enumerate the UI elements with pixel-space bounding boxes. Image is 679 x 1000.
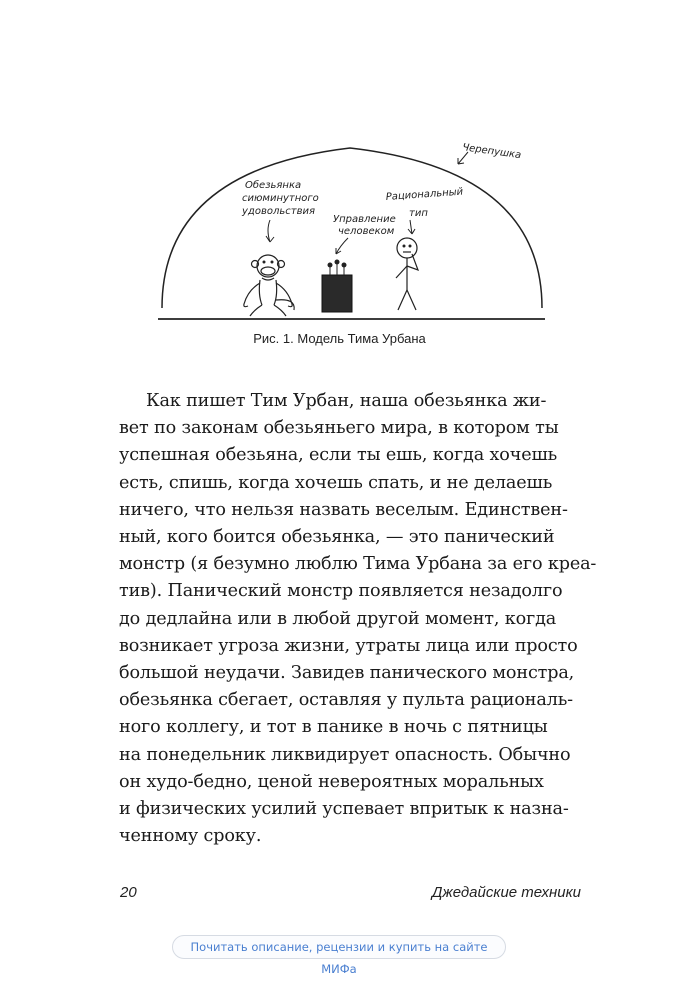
label-rational-1: Рациональный bbox=[385, 186, 464, 203]
arrow-monkey bbox=[266, 220, 274, 242]
promo-link[interactable]: Почитать описание, рецензии и купить на сайте МИФа bbox=[172, 935, 506, 959]
monkey-drawing bbox=[244, 255, 294, 316]
label-rational-2: тип bbox=[409, 208, 428, 219]
running-title: Джедайские техники bbox=[431, 884, 581, 901]
arrow-control bbox=[336, 238, 348, 254]
tim-urban-model-illustration bbox=[150, 130, 550, 330]
label-monkey-1: Обезьянка bbox=[245, 180, 302, 191]
label-skull: Черепушка bbox=[461, 142, 522, 162]
label-control-2: человеком bbox=[338, 226, 395, 237]
control-panel-drawing bbox=[322, 260, 352, 313]
arrow-rational bbox=[408, 220, 415, 234]
page-number: 20 bbox=[120, 884, 137, 901]
figure-caption: Рис. 1. Модель Тима Урбана bbox=[253, 331, 426, 346]
body-paragraph: Как пишет Тим Урбан, наша обезьянка жи- вет по законам обезьяньего мира, в котором ты успешная обезьяна, если ты ешь, когда хочешь есть, спишь, когда хочешь спать, и не делаешь ничего, что нельзя назвать веселым. Единствен- ный, кого боится обезьянка, — это панический монстр (я безумно люблю Тима Урбана за его креа- тив). Панический монстр появляется незадолго до дедлайна или в любой другой момент, когда возникает угроза жизни, утраты лица или просто большой неудачи. Завидев панического монстра, обезьянка сбегает, оставляя у пульта рациональ- ного коллегу, и тот в панике в ночь с пятницы на понедельник ликвидирует опасность. Обычно он худо-бедно, ценой невероятных моральных и физических усилий успевает впритык к назна- ченному сроку. bbox=[119, 391, 597, 847]
label-monkey-2: сиюминутного bbox=[242, 193, 319, 204]
label-control-1: Управление bbox=[333, 214, 396, 225]
label-monkey-3: удовольствия bbox=[242, 206, 315, 217]
rational-guy-drawing bbox=[396, 238, 418, 310]
arrow-skull bbox=[458, 152, 468, 164]
illustration-svg bbox=[150, 130, 550, 330]
